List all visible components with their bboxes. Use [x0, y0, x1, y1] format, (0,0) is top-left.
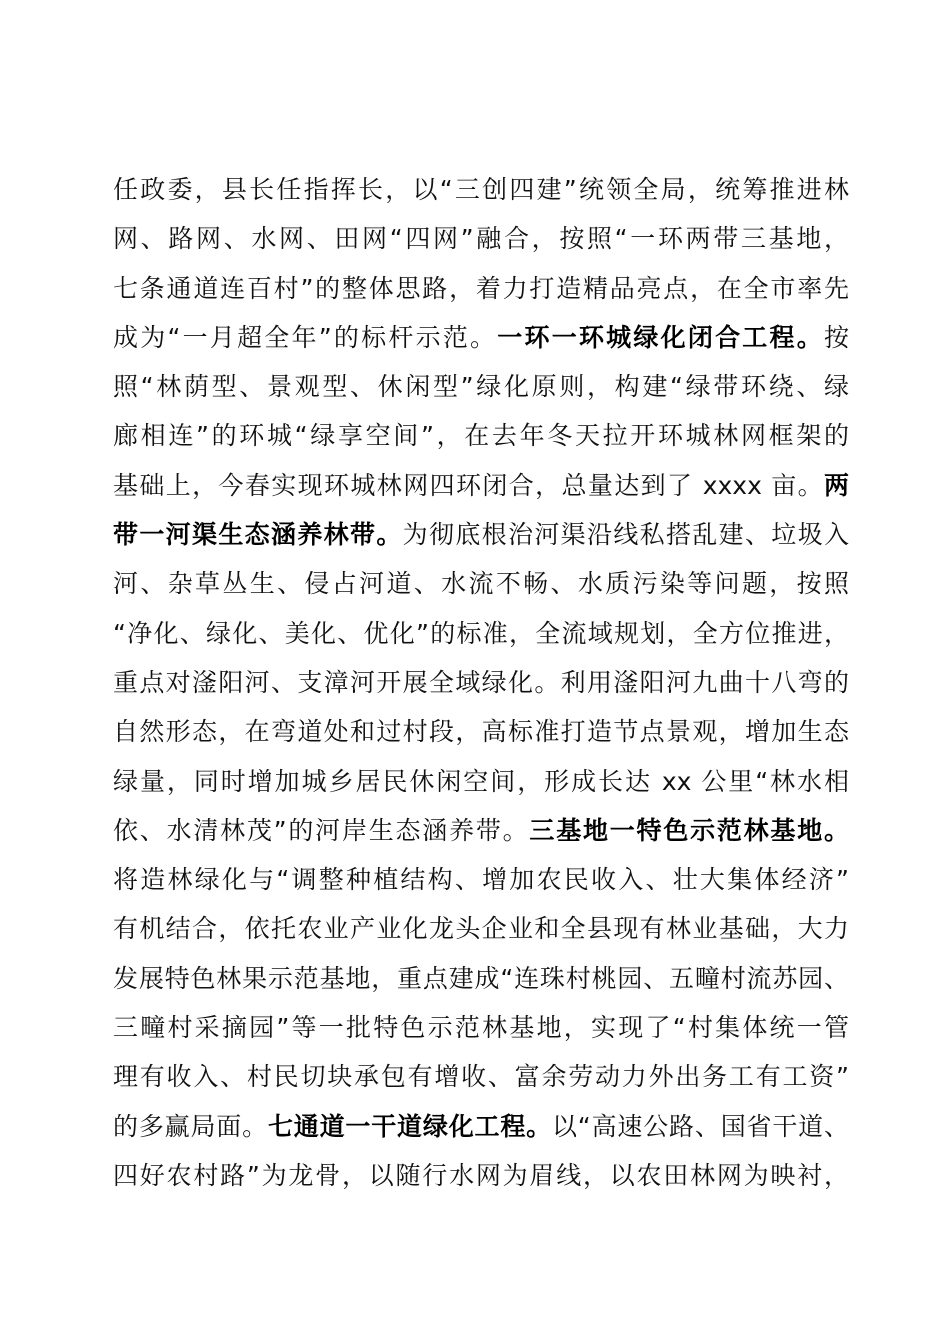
text-run: 廊相连”的环城“绿享空间”，在去年冬天拉开环城林网框架的 — [113, 421, 849, 451]
text-run: 为彻底根治河渠沿线私搭乱建、垃圾入 — [402, 520, 849, 550]
text-run: 成为“一月超全年”的标杆示范。 — [113, 322, 498, 352]
text-line — [113, 1003, 849, 1052]
text-run: 理有收入、村民切块承包有增收、富余劳动力外出务工有工资” — [113, 1062, 849, 1092]
text-run: 七条通道连百村”的整体思路，着力打造精品亮点，在全市率先 — [113, 273, 849, 303]
text-run: 三疃村采摘园”等一批特色示范林基地，实现了“村集体统一管 — [113, 1013, 849, 1043]
text-run: 有机结合，依托农业产业化龙头企业和全县现有林业基础，大力 — [113, 914, 849, 944]
text-line — [113, 461, 849, 510]
body-paragraph — [113, 165, 849, 1200]
text-run: 河、杂草丛生、侵占河道、水流不畅、水质污染等问题，按照 — [113, 569, 849, 599]
text-run: 任政委，县长任指挥长，以“三创四建”统领全局，统筹推进林 — [113, 175, 849, 204]
bold-heading-run: 三基地一特色示范林基地。 — [529, 815, 849, 845]
text-line — [113, 264, 849, 313]
text-line — [113, 707, 849, 756]
text-line — [113, 362, 849, 411]
text-line — [113, 658, 849, 707]
text-run: 将造林绿化与“调整种植结构、增加农民收入、壮大集体经济” — [113, 865, 849, 895]
text-line — [113, 313, 849, 362]
text-line — [113, 904, 849, 953]
text-line — [113, 1052, 849, 1101]
text-run: 重点对滏阳河、支漳河开展全域绿化。利用滏阳河九曲十八弯的 — [113, 667, 849, 697]
text-line — [113, 806, 849, 855]
text-run: 四好农村路”为龙骨，以随行水网为眉线，以农田林网为映衬， — [113, 1160, 849, 1190]
text-line — [113, 954, 849, 1003]
text-run: 自然形态，在弯道处和过村段，高标准打造节点景观，增加生态 — [113, 717, 849, 747]
text-run: 按 — [823, 322, 849, 352]
bold-heading-run: 七通道一干道绿化工程。 — [267, 1111, 552, 1141]
text-line — [113, 214, 849, 263]
text-run: 照“林荫型、景观型、休闲型”绿化原则，构建“绿带环绕、绿 — [113, 372, 849, 402]
text-run: 依、水清林茂”的河岸生态涵养带。 — [113, 815, 530, 845]
text-line — [113, 165, 849, 214]
text-run: 基础上，今春实现环城林网四环闭合，总量达到了 xxxx 亩。 — [113, 470, 824, 500]
bold-heading-run: 一环一环城绿化闭合工程。 — [497, 322, 824, 352]
text-run: 发展特色林果示范基地，重点建成“连珠村桃园、五疃村流苏园、 — [113, 963, 849, 993]
text-run: 的多赢局面。 — [113, 1111, 268, 1141]
text-line — [113, 757, 849, 806]
bold-heading-run: 两 — [823, 470, 849, 500]
text-line — [113, 411, 849, 460]
bold-heading-run: 带一河渠生态涵养林带。 — [113, 520, 403, 550]
text-run: “净化、绿化、美化、优化”的标准，全流域规划，全方位推进， — [113, 618, 849, 648]
text-line — [113, 510, 849, 559]
text-line — [113, 609, 849, 658]
text-line — [113, 559, 849, 608]
text-line — [113, 1151, 849, 1200]
text-line — [113, 1102, 849, 1151]
text-run: 网、路网、水网、田网“四网”融合，按照“一环两带三基地， — [113, 224, 849, 254]
text-run: 绿量，同时增加城乡居民休闲空间，形成长达 xx 公里“林水相 — [113, 766, 849, 796]
text-run: 以“高速公路、国省干道、 — [551, 1111, 849, 1141]
text-line — [113, 855, 849, 904]
